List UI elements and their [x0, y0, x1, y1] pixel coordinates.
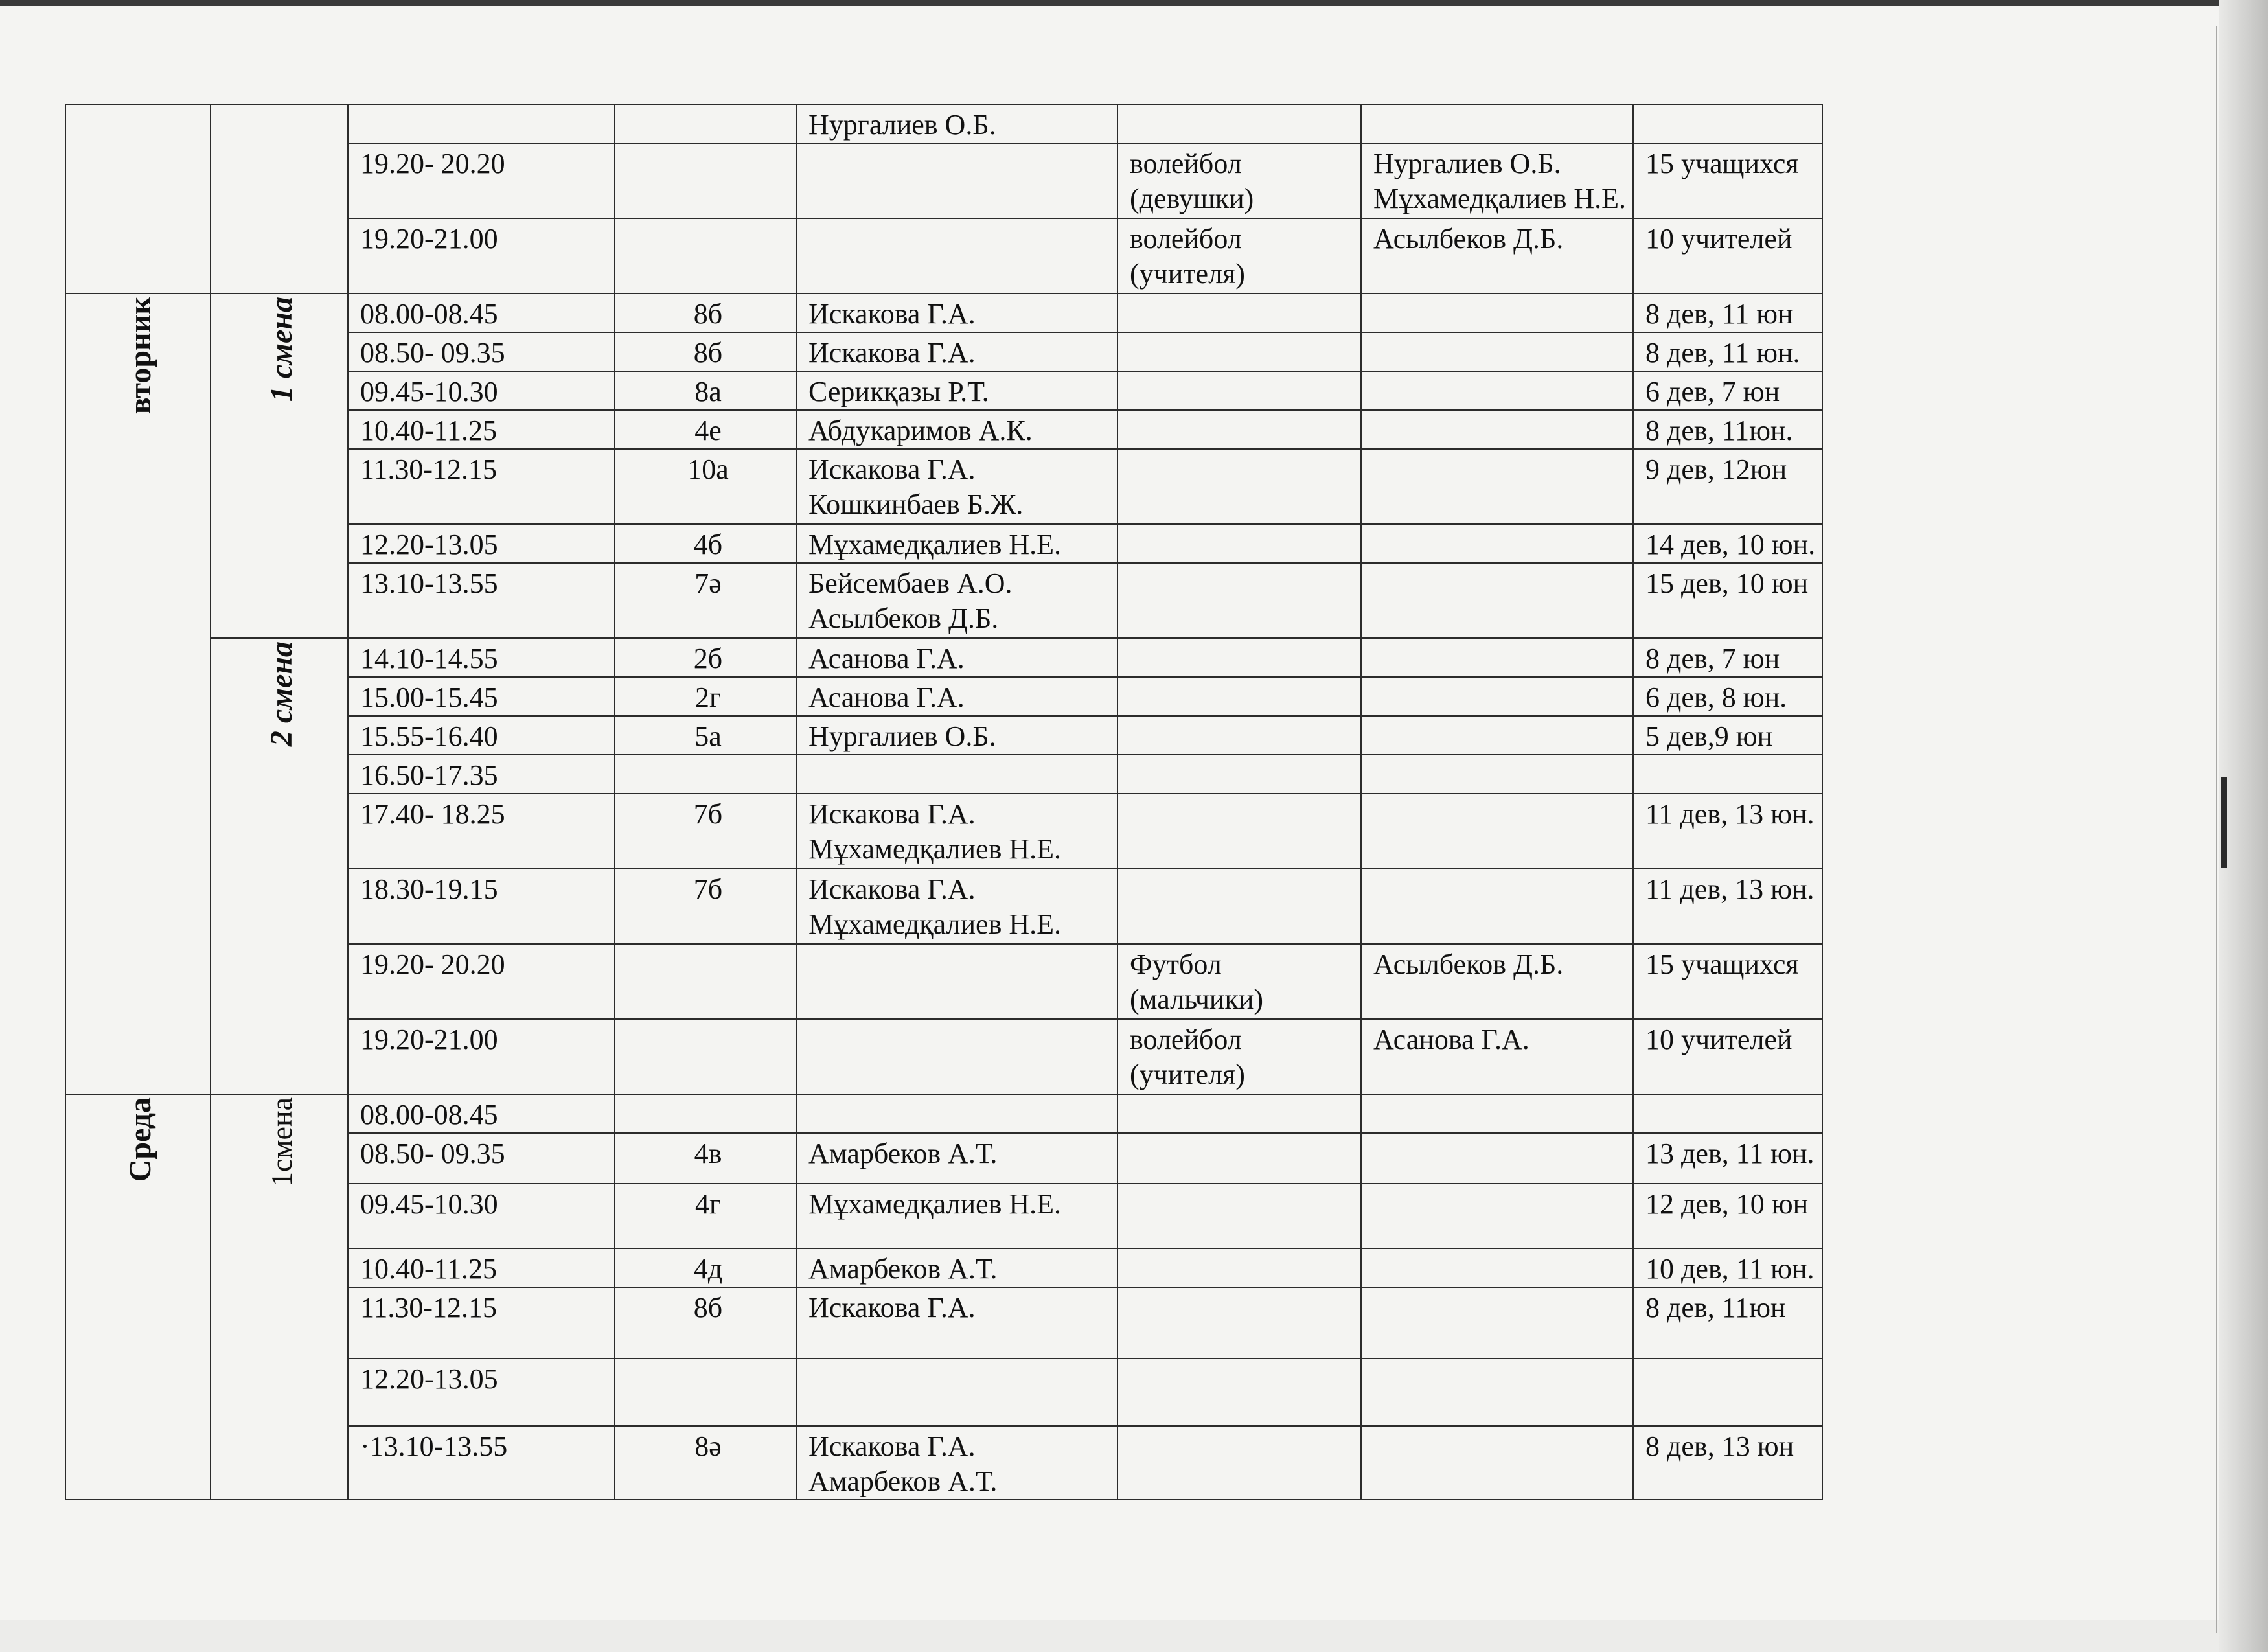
cell-line: Мұхамедқалиев Н.Е.: [808, 833, 1062, 865]
leader-cell: [1361, 869, 1633, 944]
students-cell: 9 дев, 12юн: [1633, 449, 1822, 524]
teacher-cell: [796, 563, 1117, 638]
cell-line: Серикқазы Р.Т.: [808, 376, 989, 407]
teacher-cell: [796, 332, 1117, 371]
cell-line: Мұхамедқалиев Н.Е.: [808, 1188, 1062, 1220]
section-cell: [1117, 104, 1361, 143]
class-cell: [615, 1094, 796, 1133]
section-cell: [1117, 794, 1361, 869]
leader-cell: [1361, 1359, 1633, 1426]
cell-line: волейбол: [1130, 1024, 1242, 1055]
students-cell: 12 дев, 10 юн: [1633, 1184, 1822, 1248]
section-cell: [1117, 869, 1361, 944]
day-label-text: Среда: [123, 1097, 157, 1182]
teacher-cell: [796, 410, 1117, 449]
time-cell: 08.00-08.45: [348, 293, 615, 332]
section-cell: [1117, 677, 1361, 716]
time-cell: 10.40-11.25: [348, 1248, 615, 1287]
cell-line: Асанова Г.А.: [808, 682, 965, 713]
leader-cell: [1361, 1426, 1633, 1500]
time-cell: 15.00-15.45: [348, 677, 615, 716]
students-cell: 8 дев, 11 юн: [1633, 293, 1822, 332]
table-row: [65, 104, 1822, 143]
table-row: [65, 293, 1822, 332]
teacher-cell: [796, 1133, 1117, 1184]
section-cell: [1117, 1094, 1361, 1133]
teacher-cell: [796, 1359, 1117, 1426]
section-cell: [1117, 1426, 1361, 1500]
cell-line: Амарбеков А.Т.: [808, 1465, 998, 1497]
leader-cell: [1361, 143, 1633, 218]
cell-line: Асылбеков Д.Б.: [808, 602, 999, 634]
section-cell: [1117, 371, 1361, 410]
time-cell: 14.10-14.55: [348, 638, 615, 677]
leader-cell: [1361, 449, 1633, 524]
teacher-cell: [796, 1094, 1117, 1133]
students-cell: 14 дев, 10 юн.: [1633, 524, 1822, 563]
cell-line: Искакова Г.А.: [808, 1292, 976, 1324]
leader-cell: [1361, 218, 1633, 293]
time-cell: 08.50- 09.35: [348, 1133, 615, 1184]
cell-line: Искакова Г.А.: [808, 453, 976, 485]
class-cell: 8б: [615, 293, 796, 332]
section-cell: [1117, 410, 1361, 449]
teacher-cell: [796, 755, 1117, 794]
leader-cell: [1361, 1248, 1633, 1287]
class-cell: [615, 944, 796, 1019]
time-cell: 12.20-13.05: [348, 524, 615, 563]
page-fold-line: [2216, 26, 2217, 1633]
class-cell: 4в: [615, 1133, 796, 1184]
teacher-cell: [796, 677, 1117, 716]
cell-line: Нургалиев О.Б.: [808, 109, 996, 141]
time-cell: 11.30-12.15: [348, 449, 615, 524]
scan-bottom-margin: [0, 1620, 2219, 1652]
students-cell: 8 дев, 11юн: [1633, 1287, 1822, 1359]
cell-line: Искакова Г.А.: [808, 798, 976, 830]
section-cell: [1117, 563, 1361, 638]
cell-line: Кошкинбаев Б.Ж.: [808, 488, 1024, 520]
class-cell: 2б: [615, 638, 796, 677]
teacher-cell: [796, 716, 1117, 755]
time-cell: 12.20-13.05: [348, 1359, 615, 1426]
students-cell: 8 дев, 11 юн.: [1633, 332, 1822, 371]
cell-line: Искакова Г.А.: [808, 1430, 976, 1462]
students-cell: 15 учащихся: [1633, 143, 1822, 218]
cell-line: Асанова Г.А.: [1373, 1024, 1529, 1055]
shift-label-text: 1смена: [265, 1097, 298, 1187]
time-cell: 19.20-21.00: [348, 1019, 615, 1094]
cell-line: Асылбеков Д.Б.: [1373, 948, 1564, 980]
students-cell: [1633, 1359, 1822, 1426]
day-label: [65, 104, 211, 293]
teacher-cell: [796, 869, 1117, 944]
time-cell: 09.45-10.30: [348, 371, 615, 410]
students-cell: 10 учителей: [1633, 218, 1822, 293]
cell-line: Мұхамедқалиев Н.Е.: [808, 529, 1062, 560]
section-cell: [1117, 716, 1361, 755]
cell-line: Искакова Г.А.: [808, 873, 976, 905]
section-cell: [1117, 1019, 1361, 1094]
leader-cell: [1361, 1184, 1633, 1248]
table-row: [65, 1094, 1822, 1133]
cell-line: (учителя): [1130, 1059, 1245, 1090]
class-cell: 4б: [615, 524, 796, 563]
students-cell: 11 дев, 13 юн.: [1633, 869, 1822, 944]
cell-line: (девушки): [1130, 183, 1254, 214]
class-cell: [615, 218, 796, 293]
students-cell: 11 дев, 13 юн.: [1633, 794, 1822, 869]
cell-line: Футбол: [1130, 948, 1222, 980]
teacher-cell: [796, 944, 1117, 1019]
class-cell: 8б: [615, 1287, 796, 1359]
time-cell: 19.20- 20.20: [348, 143, 615, 218]
day-label-text: вторник: [123, 297, 157, 415]
students-cell: 8 дев, 11юн.: [1633, 410, 1822, 449]
shift-label: [211, 293, 348, 638]
section-cell: [1117, 1184, 1361, 1248]
cell-line: волейбол: [1130, 148, 1242, 179]
cell-line: Нургалиев О.Б.: [808, 720, 996, 752]
leader-cell: [1361, 293, 1633, 332]
cell-line: Амарбеков А.Т.: [808, 1138, 998, 1169]
time-cell: [348, 104, 615, 143]
students-cell: 6 дев, 7 юн: [1633, 371, 1822, 410]
scan-top-edge: [0, 0, 2268, 6]
class-cell: [615, 1359, 796, 1426]
teacher-cell: [796, 449, 1117, 524]
class-cell: 4г: [615, 1184, 796, 1248]
cell-line: Абдукаримов А.К.: [808, 415, 1033, 446]
leader-cell: [1361, 104, 1633, 143]
leader-cell: [1361, 1094, 1633, 1133]
time-cell: 19.20- 20.20: [348, 944, 615, 1019]
time-cell: 08.50- 09.35: [348, 332, 615, 371]
day-label: [65, 293, 211, 1094]
cell-line: Амарбеков А.Т.: [808, 1253, 998, 1285]
students-cell: 10 учителей: [1633, 1019, 1822, 1094]
teacher-cell: [796, 1426, 1117, 1500]
cell-line: (мальчики): [1130, 983, 1264, 1015]
leader-cell: [1361, 332, 1633, 371]
teacher-cell: [796, 638, 1117, 677]
day-label: [65, 1094, 211, 1500]
time-cell: ·13.10-13.55: [348, 1426, 615, 1500]
time-cell: 19.20-21.00: [348, 218, 615, 293]
time-cell: 09.45-10.30: [348, 1184, 615, 1248]
leader-cell: [1361, 677, 1633, 716]
class-cell: 2г: [615, 677, 796, 716]
students-cell: 10 дев, 11 юн.: [1633, 1248, 1822, 1287]
binder-clip-mark: [2221, 777, 2227, 868]
leader-cell: [1361, 524, 1633, 563]
time-cell: 15.55-16.40: [348, 716, 615, 755]
cell-line: Искакова Г.А.: [808, 298, 976, 330]
table-row: [65, 638, 1822, 677]
students-cell: [1633, 104, 1822, 143]
class-cell: 4д: [615, 1248, 796, 1287]
students-cell: 5 дев,9 юн: [1633, 716, 1822, 755]
section-cell: [1117, 332, 1361, 371]
section-cell: [1117, 1133, 1361, 1184]
teacher-cell: [796, 794, 1117, 869]
cell-line: Нургалиев О.Б.: [1373, 148, 1561, 179]
time-cell: 17.40- 18.25: [348, 794, 615, 869]
students-cell: 15 дев, 10 юн: [1633, 563, 1822, 638]
shift-label: [211, 104, 348, 293]
teacher-cell: [796, 524, 1117, 563]
class-cell: 8ә: [615, 1426, 796, 1500]
time-cell: 10.40-11.25: [348, 410, 615, 449]
students-cell: 6 дев, 8 юн.: [1633, 677, 1822, 716]
leader-cell: [1361, 755, 1633, 794]
leader-cell: [1361, 1287, 1633, 1359]
students-cell: 8 дев, 7 юн: [1633, 638, 1822, 677]
section-cell: [1117, 1287, 1361, 1359]
cell-line: Мұхамедқалиев Н.Е.: [1373, 183, 1627, 214]
schedule-table: [65, 104, 1823, 1500]
teacher-cell: [796, 371, 1117, 410]
leader-cell: [1361, 944, 1633, 1019]
time-cell: 16.50-17.35: [348, 755, 615, 794]
class-cell: 5а: [615, 716, 796, 755]
students-cell: 15 учащихся: [1633, 944, 1822, 1019]
time-cell: 13.10-13.55: [348, 563, 615, 638]
section-cell: [1117, 755, 1361, 794]
leader-cell: [1361, 371, 1633, 410]
leader-cell: [1361, 794, 1633, 869]
section-cell: [1117, 449, 1361, 524]
students-cell: [1633, 1094, 1822, 1133]
cell-line: Мұхамедқалиев Н.Е.: [808, 908, 1062, 940]
teacher-cell: [796, 1248, 1117, 1287]
section-cell: [1117, 143, 1361, 218]
leader-cell: [1361, 1133, 1633, 1184]
cell-line: Искакова Г.А.: [808, 337, 976, 369]
time-cell: 08.00-08.45: [348, 1094, 615, 1133]
section-cell: [1117, 1359, 1361, 1426]
time-cell: 11.30-12.15: [348, 1287, 615, 1359]
cell-line: Асанова Г.А.: [808, 643, 965, 674]
leader-cell: [1361, 638, 1633, 677]
students-cell: 13 дев, 11 юн.: [1633, 1133, 1822, 1184]
shift-label: [211, 638, 348, 1094]
class-cell: [615, 1019, 796, 1094]
shift-label-text: 2 смена: [264, 641, 299, 747]
cell-line: волейбол: [1130, 223, 1242, 255]
leader-cell: [1361, 563, 1633, 638]
class-cell: 8а: [615, 371, 796, 410]
teacher-cell: [796, 1019, 1117, 1094]
teacher-cell: [796, 293, 1117, 332]
shift-label: [211, 1094, 348, 1500]
cell-line: Бейсембаев А.О.: [808, 568, 1013, 599]
teacher-cell: [796, 1287, 1117, 1359]
class-cell: 4е: [615, 410, 796, 449]
class-cell: [615, 104, 796, 143]
cell-line: (учителя): [1130, 258, 1245, 290]
time-cell: 18.30-19.15: [348, 869, 615, 944]
section-cell: [1117, 1248, 1361, 1287]
teacher-cell: [796, 143, 1117, 218]
section-cell: [1117, 638, 1361, 677]
section-cell: [1117, 524, 1361, 563]
class-cell: [615, 143, 796, 218]
teacher-cell: [796, 1184, 1117, 1248]
section-cell: [1117, 944, 1361, 1019]
class-cell: 10а: [615, 449, 796, 524]
class-cell: [615, 755, 796, 794]
class-cell: 7б: [615, 794, 796, 869]
class-cell: 7б: [615, 869, 796, 944]
leader-cell: [1361, 1019, 1633, 1094]
class-cell: 8б: [615, 332, 796, 371]
teacher-cell: [796, 104, 1117, 143]
cell-line: Асылбеков Д.Б.: [1373, 223, 1564, 255]
section-cell: [1117, 293, 1361, 332]
students-cell: 8 дев, 13 юн: [1633, 1426, 1822, 1500]
shift-label-text: 1 смена: [264, 297, 299, 402]
section-cell: [1117, 218, 1361, 293]
class-cell: 7ә: [615, 563, 796, 638]
teacher-cell: [796, 218, 1117, 293]
leader-cell: [1361, 716, 1633, 755]
students-cell: [1633, 755, 1822, 794]
leader-cell: [1361, 410, 1633, 449]
